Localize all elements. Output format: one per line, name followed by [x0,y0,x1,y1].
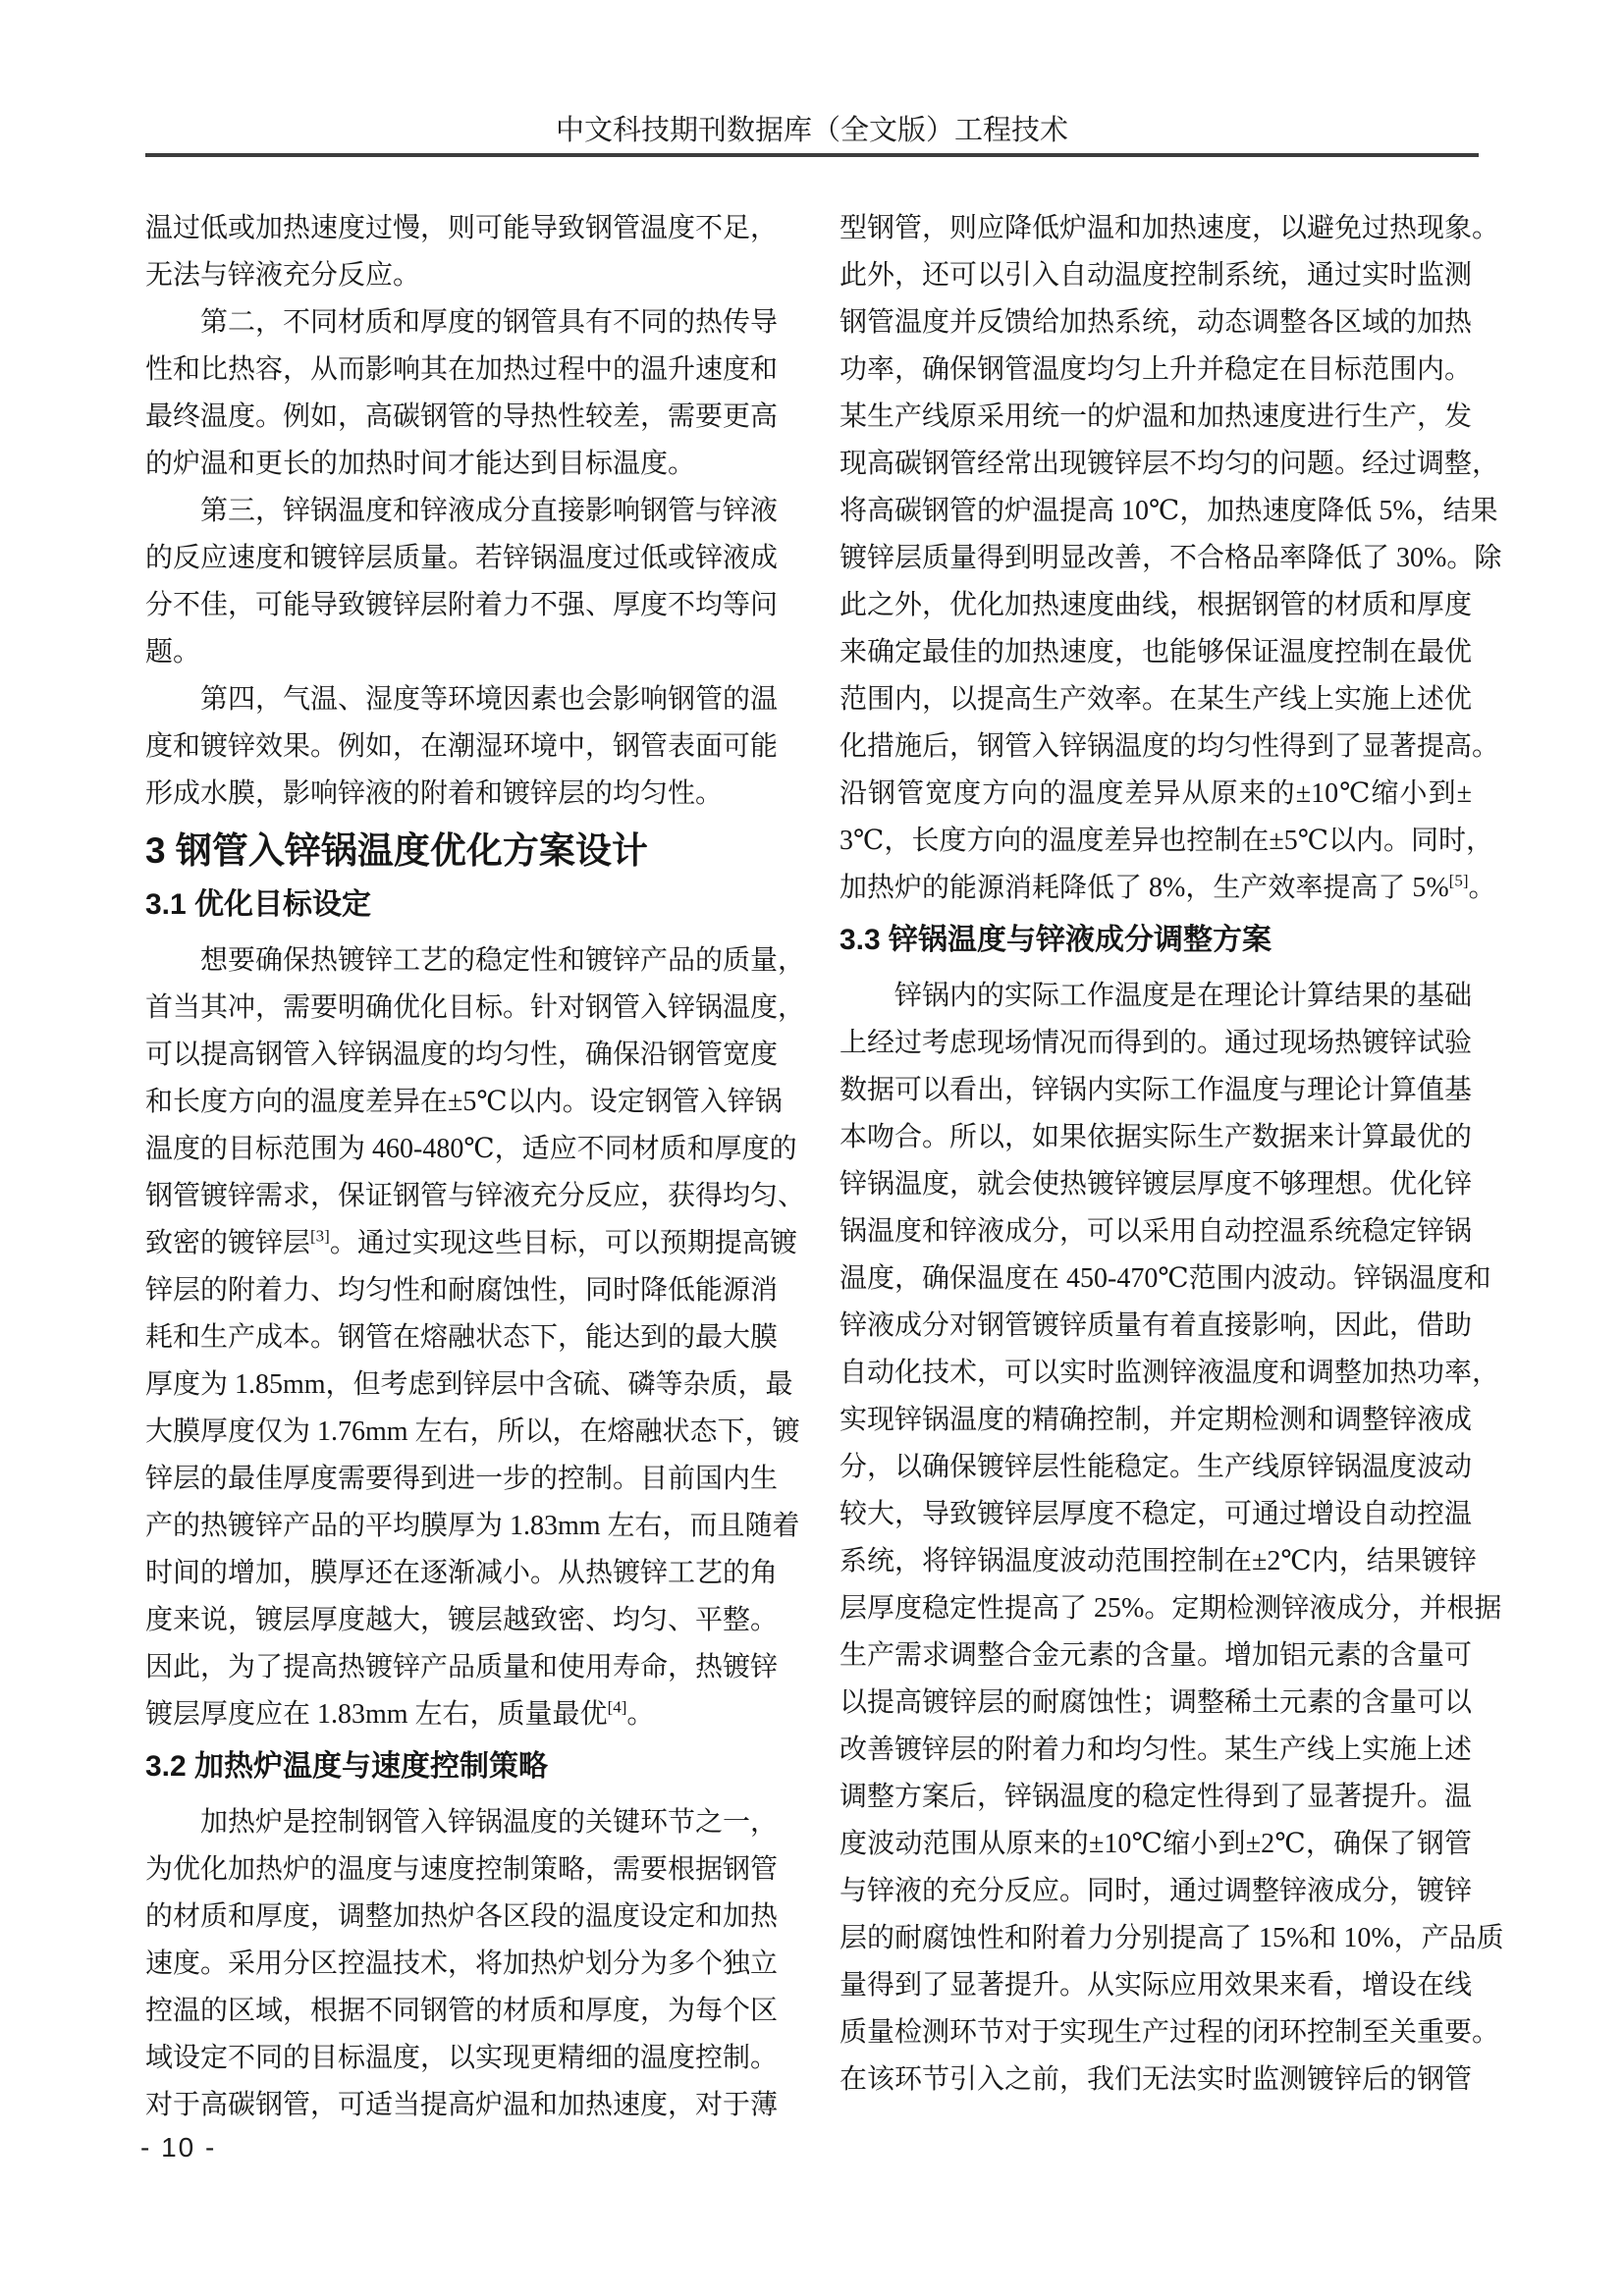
text-line: 镀层厚度应在 1.83mm 左右，质量最优[4]。 [145,1697,655,1730]
text-line: 温过低或加热速度过慢，则可能导致钢管温度不足， [145,213,779,243]
text-line: 可以提高钢管入锌锅温度的均匀性，确保沿钢管宽度 [145,1040,779,1070]
text-line: 加热炉的能源消耗降低了 8%，生产效率提高了 5%[5]。 [839,871,1496,903]
text-line: 温度，确保温度在 450-470℃范围内波动。锌锅温度和 [839,1263,1491,1294]
text-line: 型钢管，则应降低炉温和加热速度，以避免过热现象。 [839,213,1500,243]
text-line: 为优化加热炉的温度与速度控制策略，需要根据钢管 [145,1854,779,1885]
text-line: 以提高镀锌层的耐腐蚀性；调整稀土元素的含量可以 [839,1687,1473,1718]
text-line: 生产需求调整合金元素的含量。增加铝元素的含量可 [839,1640,1473,1671]
citation-ref: [3] [310,1226,330,1246]
citation-ref: [5] [1448,871,1469,890]
text-line: 时间的增加，膜厚还在逐渐减小。从热镀锌工艺的角 [145,1558,779,1588]
text-line: 锌液成分对钢管镀锌质量有着直接影响，因此，借助 [839,1310,1473,1341]
text-line: 在该环节引入之前，我们无法实时监测镀锌后的钢管 [839,2064,1473,2095]
text-line: 现高碳钢管经常出现镀锌层不均匀的问题。经过调整， [839,449,1500,479]
text-line: 某生产线原采用统一的炉温和加热速度进行生产，发 [839,401,1473,432]
page-number: - 10 - [140,2132,217,2163]
text-line: 因此，为了提高热镀锌产品质量和使用寿命，热镀锌 [145,1652,779,1682]
text-line: 控温的区域，根据不同钢管的材质和厚度，为每个区 [145,1996,779,2026]
text-line: 数据可以看出，锌锅内实际工作温度与理论计算值基 [839,1075,1473,1105]
text-line: 范围内，以提高生产效率。在某生产线上实施上述优 [839,684,1473,715]
text-line: 层的耐腐蚀性和附着力分别提高了 15%和 10%，产品质 [839,1923,1504,1953]
text-line: 首当其冲，需要明确优化目标。针对钢管入锌锅温度， [145,992,806,1023]
text-line: 第二，不同材质和厚度的钢管具有不同的热传导 [200,307,779,338]
text-line: 锌层的附着力、均匀性和耐腐蚀性，同时降低能源消 [145,1275,779,1306]
text-line: 度来说，镀层厚度越大，镀层越致密、均匀、平整。 [145,1605,779,1635]
text-line: 最终温度。例如，高碳钢管的导热性较差，需要更高 [145,401,779,432]
text-line: 将高碳钢管的炉温提高 10℃，加热速度降低 5%，结果 [839,496,1498,526]
text-line: 锌锅温度，就会使热镀锌镀层厚度不够理想。优化锌 [839,1169,1473,1200]
text-line: 3℃，长度方向的温度差异也控制在±5℃以内。同时， [839,826,1494,856]
text-line: 功率，确保钢管温度均匀上升并稳定在目标范围内。 [839,354,1473,385]
text-line: 钢管温度并反馈给加热系统，动态调整各区域的加热 [839,307,1473,338]
right-column [839,205,1504,2129]
text-line: 质量检测环节对于实现生产过程的闭环控制至关重要。 [839,2017,1500,2048]
text-line: 分，以确保镀锌层性能稳定。生产线原锌锅温度波动 [839,1452,1473,1482]
text-line: 锌层的最佳厚度需要得到进一步的控制。目前国内生 [145,1464,779,1494]
text-line: 此之外，优化加热速度曲线，根据钢管的材质和厚度 [839,590,1473,620]
text-line: 的反应速度和镀锌层质量。若锌锅温度过低或锌液成 [145,543,779,573]
text-line: 温度的目标范围为 460-480℃，适应不同材质和厚度的 [145,1134,797,1164]
text-line: 的材质和厚度，调整加热炉各区段的温度设定和加热 [145,1901,779,1932]
text-line: 来确定最佳的加热速度，也能够保证温度控制在最优 [839,637,1473,667]
text-line: 锌锅内的实际工作温度是在理论计算结果的基础 [894,981,1473,1011]
text-line: 厚度为 1.85mm，但考虑到锌层中含硫、磷等杂质，最 [145,1369,793,1400]
text-line: 调整方案后，锌锅温度的稳定性得到了显著提升。温 [839,1782,1473,1812]
text-line: 分不佳，可能导致镀锌层附着力不强、厚度不均等问 [145,590,779,620]
text-line: 上经过考虑现场情况而得到的。通过现场热镀锌试验 [839,1028,1473,1058]
text-line: 与锌液的充分反应。同时，通过调整锌液成分，镀锌 [839,1876,1473,1906]
text-line: 化措施后，钢管入锌锅温度的均匀性得到了显著提高。 [839,731,1500,762]
section-heading: 3 钢管入锌锅温度优化方案设计 [145,830,648,871]
text-line: 实现锌锅温度的精确控制，并定期检测和调整锌液成 [839,1405,1473,1435]
text-line: 加热炉是控制钢管入锌锅温度的关键环节之一， [200,1807,779,1838]
subsection-heading: 3.2 加热炉温度与速度控制策略 [145,1750,549,1783]
text-line: 系统，将锌锅温度波动范围控制在±2℃内，结果镀锌 [839,1546,1477,1576]
text-line: 性和比热容，从而影响其在加热过程中的温升速度和 [145,354,779,385]
text-line: 沿钢管宽度方向的温度差异从原来的±10℃缩小到± [839,778,1472,809]
text-line: 域设定不同的目标温度，以实现更精细的温度控制。 [145,2043,779,2073]
text-line: 钢管镀锌需求，保证钢管与锌液充分反应，获得均匀、 [145,1181,806,1211]
text-line: 第四，气温、湿度等环境因素也会影响钢管的温 [200,684,779,715]
journal-title: 中文科技期刊数据库（全文版）工程技术 [555,115,1068,146]
text-line: 镀锌层质量得到明显改善，不合格品率降低了 30%。除 [839,543,1502,573]
text-line: 致密的镀锌层[3]。通过实现这些目标，可以预期提高镀 [145,1226,797,1258]
text-line: 形成水膜，影响锌液的附着和镀锌层的均匀性。 [145,778,724,809]
text-line: 想要确保热镀锌工艺的稳定性和镀锌产品的质量， [200,945,806,976]
text-line: 和长度方向的温度差异在±5℃以内。设定钢管入锌锅 [145,1087,783,1117]
text-line: 本吻合。所以，如果依据实际生产数据来计算最优的 [839,1122,1473,1152]
text-line: 第三，锌锅温度和锌液成分直接影响钢管与锌液 [200,496,779,526]
subsection-heading: 3.3 锌锅温度与锌液成分调整方案 [839,924,1272,956]
text-line: 层厚度稳定性提高了 25%。定期检测锌液成分，并根据 [839,1593,1502,1624]
left-column [145,205,806,2129]
citation-ref: [4] [607,1697,627,1717]
text-line: 度和镀锌效果。例如，在潮湿环境中，钢管表面可能 [145,731,779,762]
page-header [0,0,1624,149]
text-line: 此外，还可以引入自动温度控制系统，通过实时监测 [839,260,1473,291]
text-line: 自动化技术，可以实时监测锌液温度和调整加热功率， [839,1358,1500,1388]
text-line: 耗和生产成本。钢管在熔融状态下，能达到的最大膜 [145,1322,779,1353]
text-line: 无法与锌液充分反应。 [145,260,421,291]
text-line: 产的热镀锌产品的平均膜厚为 1.83mm 左右，而且随着 [145,1511,800,1541]
text-line: 题。 [145,637,201,667]
text-line: 大膜厚度仅为 1.76mm 左右，所以，在熔融状态下，镀 [145,1416,800,1447]
text-line: 较大，导致镀锌层厚度不稳定，可通过增设自动控温 [839,1499,1473,1529]
text-line: 锅温度和锌液成分，可以采用自动控温系统稳定锌锅 [839,1216,1473,1247]
subsection-heading: 3.1 优化目标设定 [145,888,372,921]
text-line: 改善镀锌层的附着力和均匀性。某生产线上实施上述 [839,1735,1473,1765]
text-line: 度波动范围从原来的±10℃缩小到±2℃，确保了钢管 [839,1829,1472,1859]
article-body [0,157,1624,2129]
text-line: 的炉温和更长的加热时间才能达到目标温度。 [145,449,696,479]
text-line: 量得到了显著提升。从实际应用效果来看，增设在线 [839,1970,1473,2001]
text-line: 对于高碳钢管，可适当提高炉温和加热速度，对于薄 [145,2090,779,2120]
text-line: 速度。采用分区控温技术，将加热炉划分为多个独立 [145,1949,779,1979]
